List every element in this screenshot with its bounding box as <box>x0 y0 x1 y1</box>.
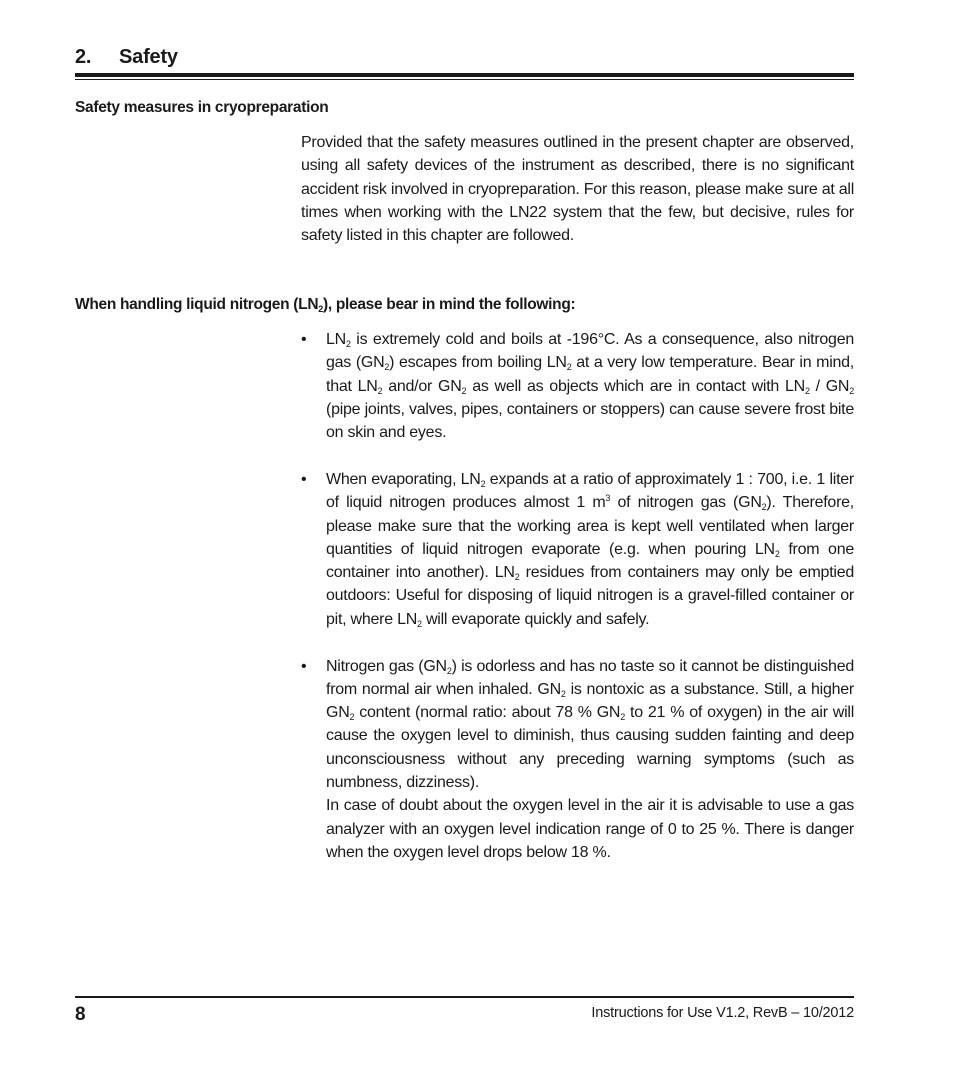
footer-document-info: Instructions for Use V1.2, RevB – 10/2012 <box>591 1005 854 1021</box>
bullet-marker: • <box>301 657 307 675</box>
heading-text-after: ), please bear in mind the following: <box>322 296 576 313</box>
bullet-text: When evaporating, $LN_2$ expands at a ratio of approximately 1 : 700, i.e. 1 liter of liquid nitrogen produces almost 1 $m^3$ of nitrogen gas $(GN_2)$. Therefore, please make sure that the working area is kept well ventilated when larger quantities of liquid nitrogen evaporate (e.g. when pouring $LN_2$ from one container into another). $LN_2$ residues from containers may only be emptied outdoors: Useful for disposing of liquid nitrogen is a gravel-filled container or pit, where $LN_2$ will evaporate quickly and safely. <box>326 470 855 629</box>
bullet-text: Nitrogen gas $(GN_2)$ is odorless and has no taste so it cannot be distinguished from normal air when inhaled. $GN_2$ is nontoxic as a substance. Still, a higher $GN_2$ content (normal ratio: about 78 % $GN_2$ to 21 % of oxygen) in the air will cause the oxygen level to diminish, thus causing sudden fainting and deep unconsciousness without any preceding warning symptoms (such as numbness, dizziness). <box>326 657 855 792</box>
footer-rule <box>75 996 854 998</box>
heading-text-before: When handling liquid nitrogen (LN <box>75 296 319 313</box>
bullet-item-nitrogen-gas <box>301 655 854 865</box>
bullet-text-oxygen-analyzer: In case of doubt about the oxygen level in the air it is advisable to use a gas analyzer with an oxygen level indication range of 0 to 25 %. There is danger when the oxygen level drops below 18 %. <box>326 797 854 861</box>
section-heading-cryopreparation: Safety measures in cryopreparation <box>75 99 329 116</box>
heading-subscript: 2 <box>318 304 323 314</box>
chapter-title-text: Safety <box>119 46 178 68</box>
bullet-text: $LN_2$ is extremely cold and boils at -196°C. As a consequence, also nitrogen gas $(GN_2)$ escapes from boiling $LN_2$ at a very low temperature. Bear in mind, that $LN_2$ and/or $GN_2$ as well as objects which are in contact with $LN_2 / GN_2$ (pipe joints, valves, pipes, containers or stoppers) can cause severe frost bite on skin and eyes. <box>326 331 855 442</box>
intro-paragraph <box>301 131 854 247</box>
page-number: 8 <box>75 1004 86 1025</box>
section-heading-liquid-nitrogen <box>75 296 575 314</box>
chapter-title <box>75 46 178 69</box>
header-rule-thin <box>75 79 854 80</box>
bullet-item-cold <box>301 328 854 444</box>
intro-paragraph-text: Provided that the safety measures outlined in the present chapter are observed, using all safety devices of the instrument as described, there is no significant accident risk involved in cryopreparation. For this reason, please make sure at all times when working with the LN22 system that the few, but decisive, rules for safety listed in this chapter are followed. <box>301 134 854 245</box>
safety-bullet-list <box>301 328 854 888</box>
chapter-number: 2. <box>75 46 92 68</box>
bullet-item-evaporation <box>301 468 854 631</box>
bullet-marker: • <box>301 470 307 488</box>
bullet-marker: • <box>301 331 307 348</box>
header-rule-thick <box>75 73 854 77</box>
